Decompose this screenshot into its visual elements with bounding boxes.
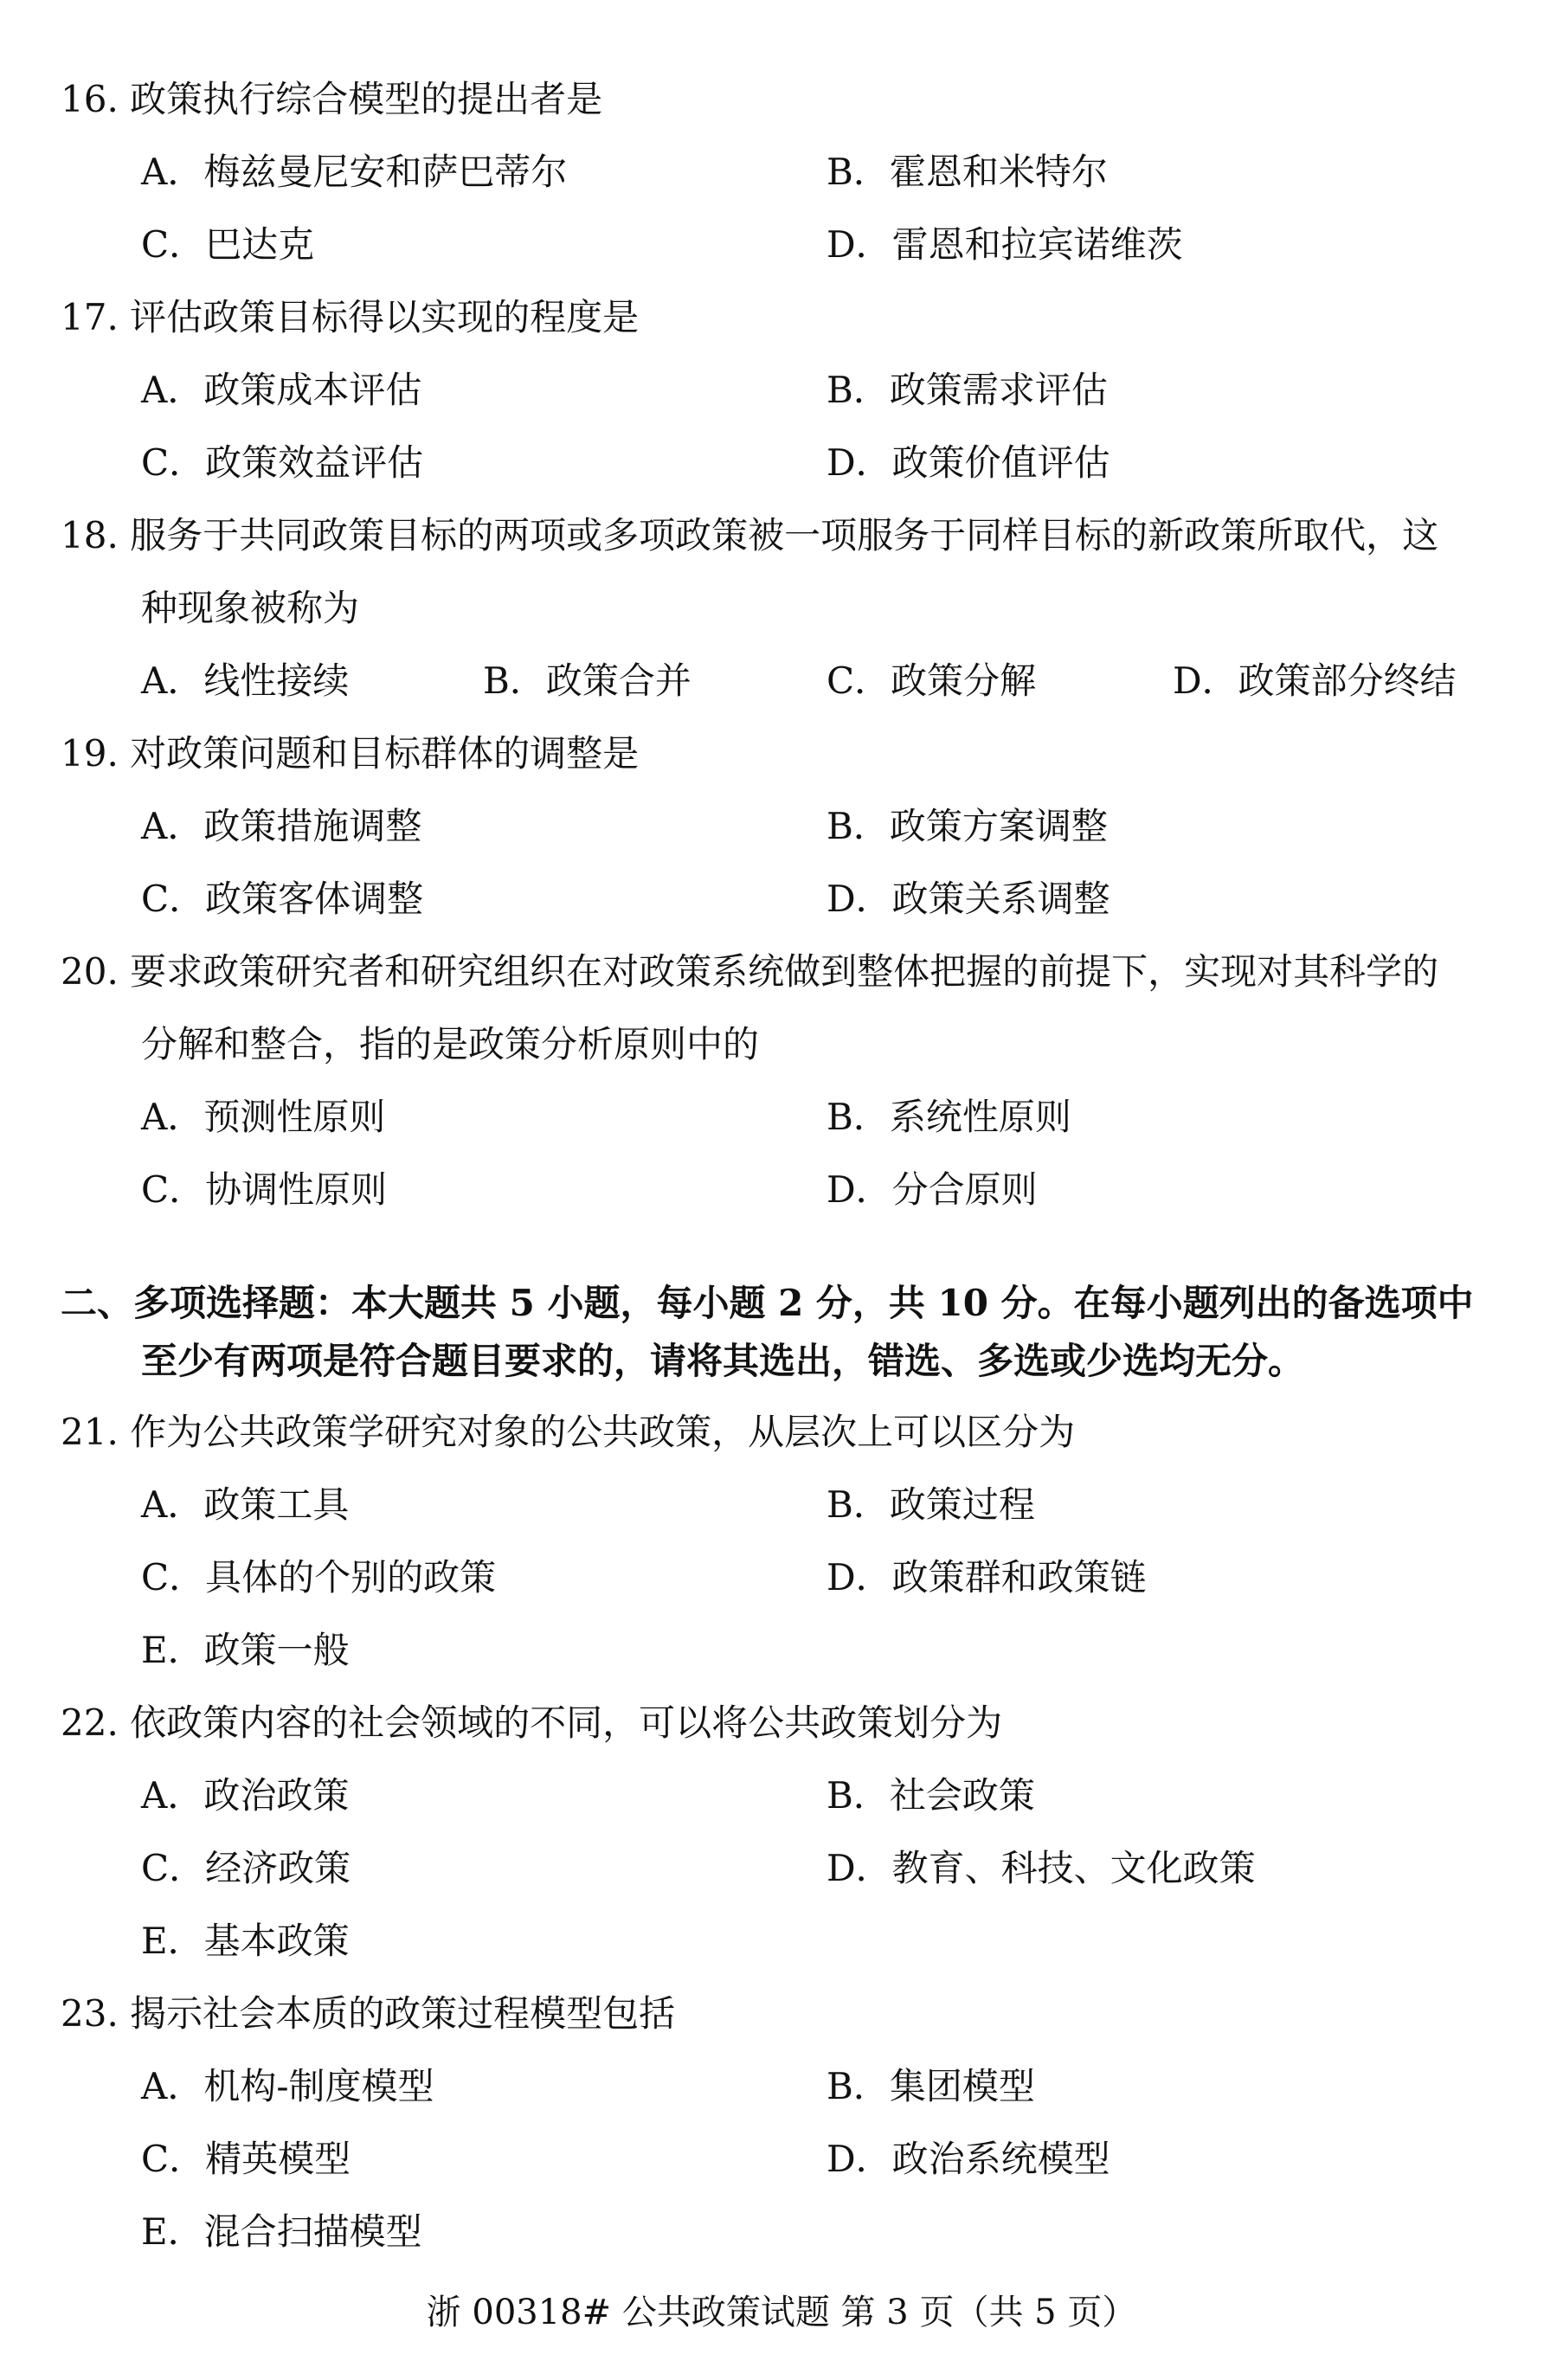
question-17-stem [61, 296, 640, 338]
q17-option-a: A．政策成本评估 [141, 369, 422, 411]
question-number: 20. [61, 950, 119, 993]
q16-option-b: B．霍恩和米特尔 [827, 151, 1108, 193]
q19-option-a: A．政策措施调整 [141, 805, 422, 847]
q21-option-e: E．政策一般 [141, 1629, 350, 1671]
q18-option-d: D．政策部分终结 [1173, 659, 1457, 702]
q22-option-e: E．基本政策 [141, 1920, 350, 1962]
question-21-stem [61, 1411, 1076, 1453]
q23-option-b: B．集团模型 [827, 2065, 1035, 2107]
question-20-stem-continued: 分解和整合，指的是政策分析原则中的 [141, 1023, 760, 1065]
q17-option-c: C．政策效益评估 [141, 441, 424, 484]
section-2-heading: 二、多项选择题：本大题共 5 小题，每小题 2 分，共 10 分。在每小题列出的备选项中 [61, 1282, 1474, 1324]
q22-option-b: B．社会政策 [827, 1774, 1035, 1817]
question-text: 服务于共同政策目标的两项或多项政策被一项服务于同样目标的新政策所取代，这 [130, 514, 1439, 556]
q22-option-a: A．政治政策 [141, 1774, 350, 1817]
question-text: 要求政策研究者和研究组织在对政策系统做到整体把握的前提下，实现对其科学的 [130, 950, 1439, 993]
q19-option-d: D．政策关系调整 [827, 878, 1110, 920]
question-23-stem [61, 1992, 676, 2035]
q21-option-c: C．具体的个别的政策 [141, 1556, 497, 1598]
q23-option-a: A．机构-制度模型 [141, 2065, 434, 2107]
q23-option-c: C．精英模型 [141, 2138, 351, 2180]
question-number: 21. [61, 1411, 119, 1453]
question-text: 政策执行综合模型的提出者是 [130, 78, 603, 120]
q16-option-c: C．巴达克 [141, 223, 315, 266]
q22-option-d: D．教育、科技、文化政策 [827, 1847, 1256, 1889]
q20-option-a: A．预测性原则 [141, 1096, 386, 1138]
q16-option-d: D．雷恩和拉宾诺维茨 [827, 223, 1183, 266]
question-text: 揭示社会本质的政策过程模型包括 [130, 1992, 676, 2035]
q18-option-b: B．政策合并 [483, 659, 691, 702]
q18-option-a: A．线性接续 [141, 659, 350, 702]
question-20-stem [61, 950, 1439, 993]
q21-option-d: D．政策群和政策链 [827, 1556, 1147, 1598]
question-18-stem [61, 514, 1439, 556]
question-text: 作为公共政策学研究对象的公共政策，从层次上可以区分为 [130, 1411, 1076, 1453]
question-number: 23. [61, 1992, 119, 2035]
q20-option-b: B．系统性原则 [827, 1096, 1071, 1138]
question-22-stem [61, 1701, 1003, 1744]
q23-option-d: D．政治系统模型 [827, 2138, 1110, 2180]
q16-option-a: A．梅兹曼尼安和萨巴蒂尔 [141, 151, 568, 193]
question-text: 对政策问题和目标群体的调整是 [130, 732, 640, 775]
question-number: 22. [61, 1701, 119, 1744]
question-18-stem-continued: 种现象被称为 [141, 587, 360, 629]
q19-option-b: B．政策方案调整 [827, 805, 1108, 847]
q17-option-d: D．政策价值评估 [827, 441, 1110, 484]
q21-option-b: B．政策过程 [827, 1483, 1035, 1526]
q20-option-d: D．分合原则 [827, 1168, 1038, 1211]
q21-option-a: A．政策工具 [141, 1483, 350, 1526]
question-number: 18. [61, 514, 119, 556]
question-text: 依政策内容的社会领域的不同，可以将公共政策划分为 [130, 1701, 1003, 1744]
question-text: 评估政策目标得以实现的程度是 [130, 296, 640, 338]
question-number: 17. [61, 296, 119, 338]
q23-option-e: E．混合扫描模型 [141, 2210, 422, 2253]
q17-option-b: B．政策需求评估 [827, 369, 1108, 411]
question-number: 16. [61, 78, 119, 120]
q22-option-c: C．经济政策 [141, 1847, 351, 1889]
page-footer: 浙 00318# 公共政策试题 第 3 页（共 5 页） [426, 2293, 1137, 2332]
question-number: 19. [61, 732, 119, 775]
question-19-stem [61, 732, 640, 775]
section-2-heading-continued: 至少有两项是符合题目要求的，请将其选出，错选、多选或少选均无分。 [141, 1340, 1305, 1382]
q18-option-c: C．政策分解 [827, 659, 1037, 702]
q20-option-c: C．协调性原则 [141, 1168, 388, 1211]
q19-option-c: C．政策客体调整 [141, 878, 424, 920]
question-16-stem [61, 78, 603, 120]
